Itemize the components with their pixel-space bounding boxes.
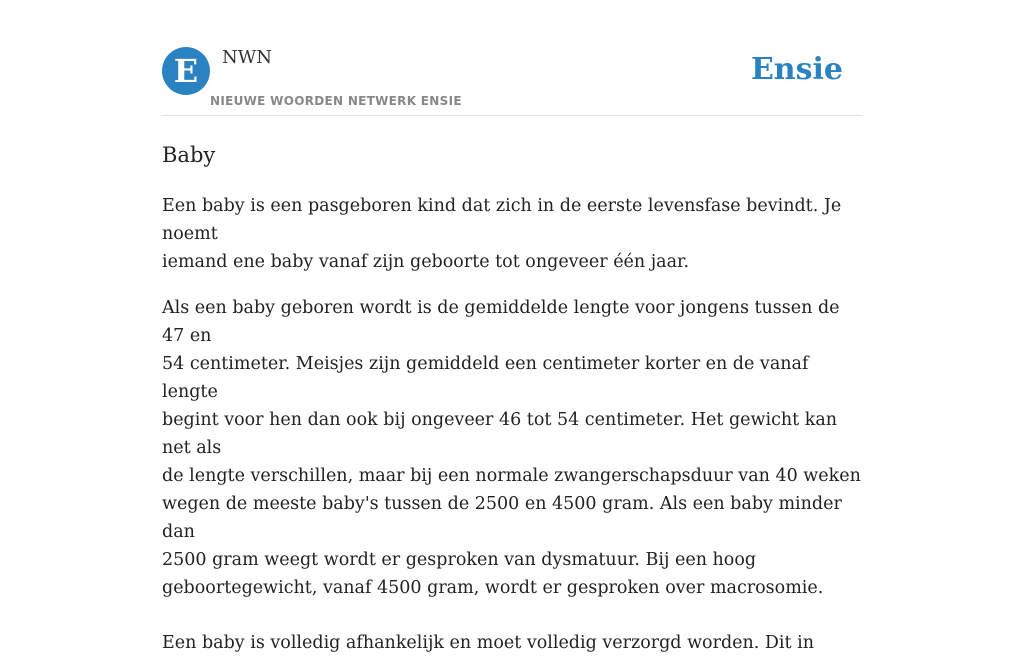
site-full-name: NIEUWE WOORDEN NETWERK ENSIE [210, 94, 462, 108]
site-logo-icon[interactable]: E [162, 47, 210, 95]
brand-logo[interactable]: Ensie [750, 52, 843, 87]
article-paragraph: Een baby is volledig afhankelijk en moet volledig verzorgd worden. Dit in [162, 633, 814, 653]
site-header [162, 40, 862, 116]
article-paragraph: Een baby is een pasgeboren kind dat zich in de eerste levensfase bevindt. Je noemt iemand ene baby vanaf zijn geboorte tot ongeveer één jaar. [162, 196, 842, 272]
article-title: Baby [162, 143, 216, 167]
article-paragraph: Als een baby geboren wordt is de gemiddelde lengte voor jongens tussen de 47 en 54 centimeter. Meisjes zijn gemiddeld een centimeter korter en de vanaf lengte begint voor hen dan ook bij ongeveer 46 tot 54 centimeter. Het gewicht kan net als de lengte verschillen, maar bij een normale zwangerschapsduur van 40 weken wegen de meeste baby's tussen de 2500 en 4500 gram. Als een baby minder dan 2500 gram weegt wordt er gesproken van dysmatuur. Bij een hoog geboortegewicht, vanaf 4500 gram, wordt er gesproken over macrosomie. [162, 298, 861, 598]
site-short-name[interactable]: NWN [222, 47, 273, 68]
article [162, 140, 862, 657]
